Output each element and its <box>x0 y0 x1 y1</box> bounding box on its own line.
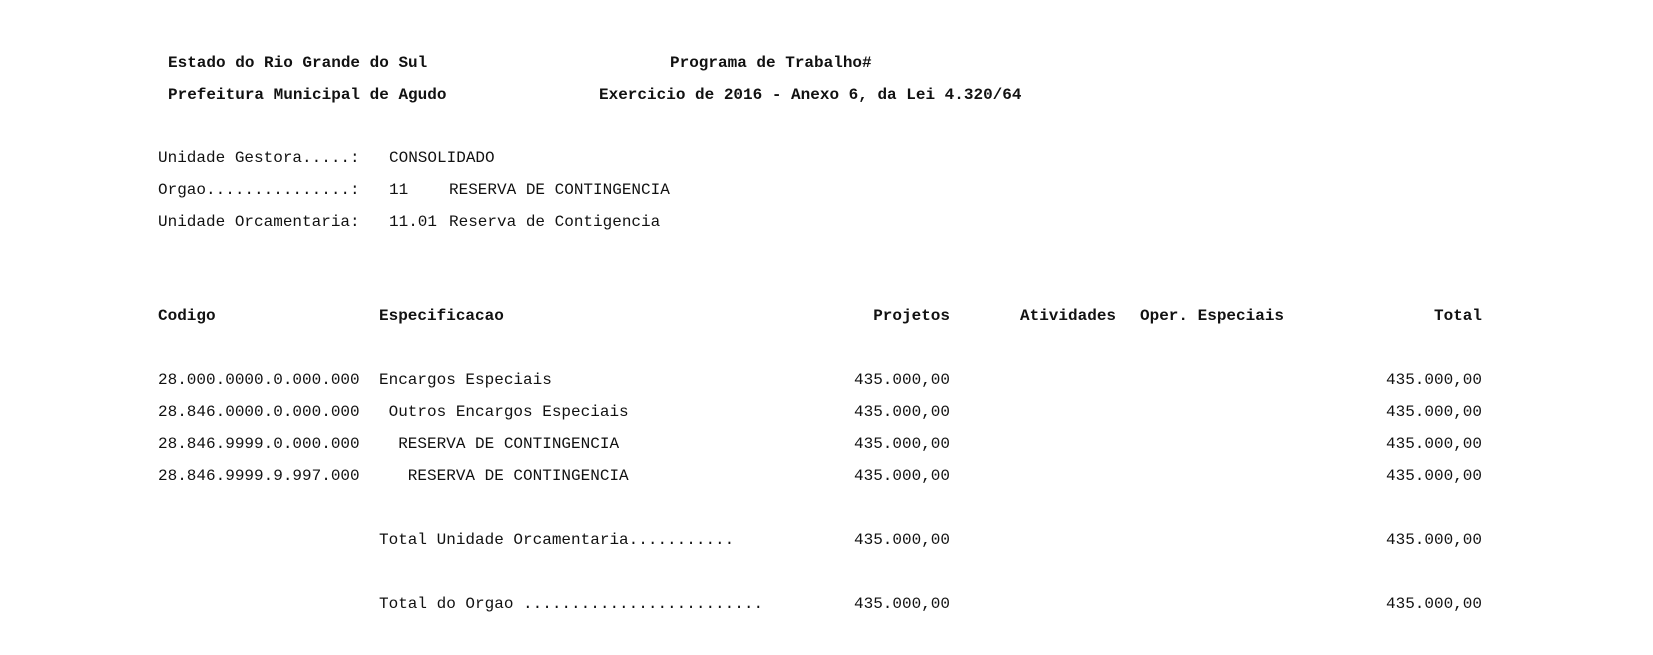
unidade-orcamentaria-name: Reserva de Contigencia <box>449 213 661 231</box>
column-header-codigo: Codigo <box>158 307 216 325</box>
column-header-oper-especiais: Oper. Especiais <box>1140 307 1285 325</box>
row-total: 435.000,00 <box>1385 467 1482 485</box>
total-orgao-projetos: 435.000,00 <box>853 595 950 613</box>
row-projetos: 435.000,00 <box>853 435 950 453</box>
row-codigo: 28.846.0000.0.000.000 <box>158 403 360 421</box>
column-header-atividades: Atividades <box>1020 307 1117 325</box>
row-projetos: 435.000,00 <box>853 371 950 389</box>
row-total: 435.000,00 <box>1385 371 1482 389</box>
total-unidade-orcamentaria-total: 435.000,00 <box>1385 531 1482 549</box>
total-unidade-orcamentaria-label: Total Unidade Orcamentaria........... <box>379 531 735 549</box>
row-codigo: 28.846.9999.9.997.000 <box>158 467 360 485</box>
orgao-name: RESERVA DE CONTINGENCIA <box>449 181 670 199</box>
row-total: 435.000,00 <box>1385 403 1482 421</box>
row-projetos: 435.000,00 <box>853 467 950 485</box>
orgao-label: Orgao...............: <box>158 181 360 199</box>
row-projetos: 435.000,00 <box>853 403 950 421</box>
row-codigo: 28.846.9999.0.000.000 <box>158 435 360 453</box>
row-especificacao: Outros Encargos Especiais <box>379 403 629 421</box>
total-unidade-orcamentaria-projetos: 435.000,00 <box>853 531 950 549</box>
column-header-total: Total <box>1433 307 1482 325</box>
unidade-gestora-label: Unidade Gestora.....: <box>158 149 360 167</box>
unidade-orcamentaria-code: 11.01 <box>389 213 438 231</box>
exercise-title: Exercicio de 2016 - Anexo 6, da Lei 4.320/64 <box>599 86 1022 104</box>
program-title: Programa de Trabalho# <box>670 54 872 72</box>
total-orgao-total: 435.000,00 <box>1385 595 1482 613</box>
total-orgao-label: Total do Orgao ......................... <box>379 595 764 613</box>
row-especificacao: RESERVA DE CONTINGENCIA <box>379 467 629 485</box>
row-especificacao: Encargos Especiais <box>379 371 552 389</box>
row-especificacao: RESERVA DE CONTINGENCIA <box>379 435 620 453</box>
unidade-orcamentaria-label: Unidade Orcamentaria: <box>158 213 360 231</box>
state-name: Estado do Rio Grande do Sul <box>168 54 428 72</box>
municipality-name: Prefeitura Municipal de Agudo <box>168 86 447 104</box>
column-header-projetos: Projetos <box>873 307 950 325</box>
unidade-gestora-value: CONSOLIDADO <box>389 149 495 167</box>
row-total: 435.000,00 <box>1385 435 1482 453</box>
orgao-code: 11 <box>389 181 409 199</box>
column-header-especificacao: Especificacao <box>379 307 504 325</box>
row-codigo: 28.000.0000.0.000.000 <box>158 371 360 389</box>
